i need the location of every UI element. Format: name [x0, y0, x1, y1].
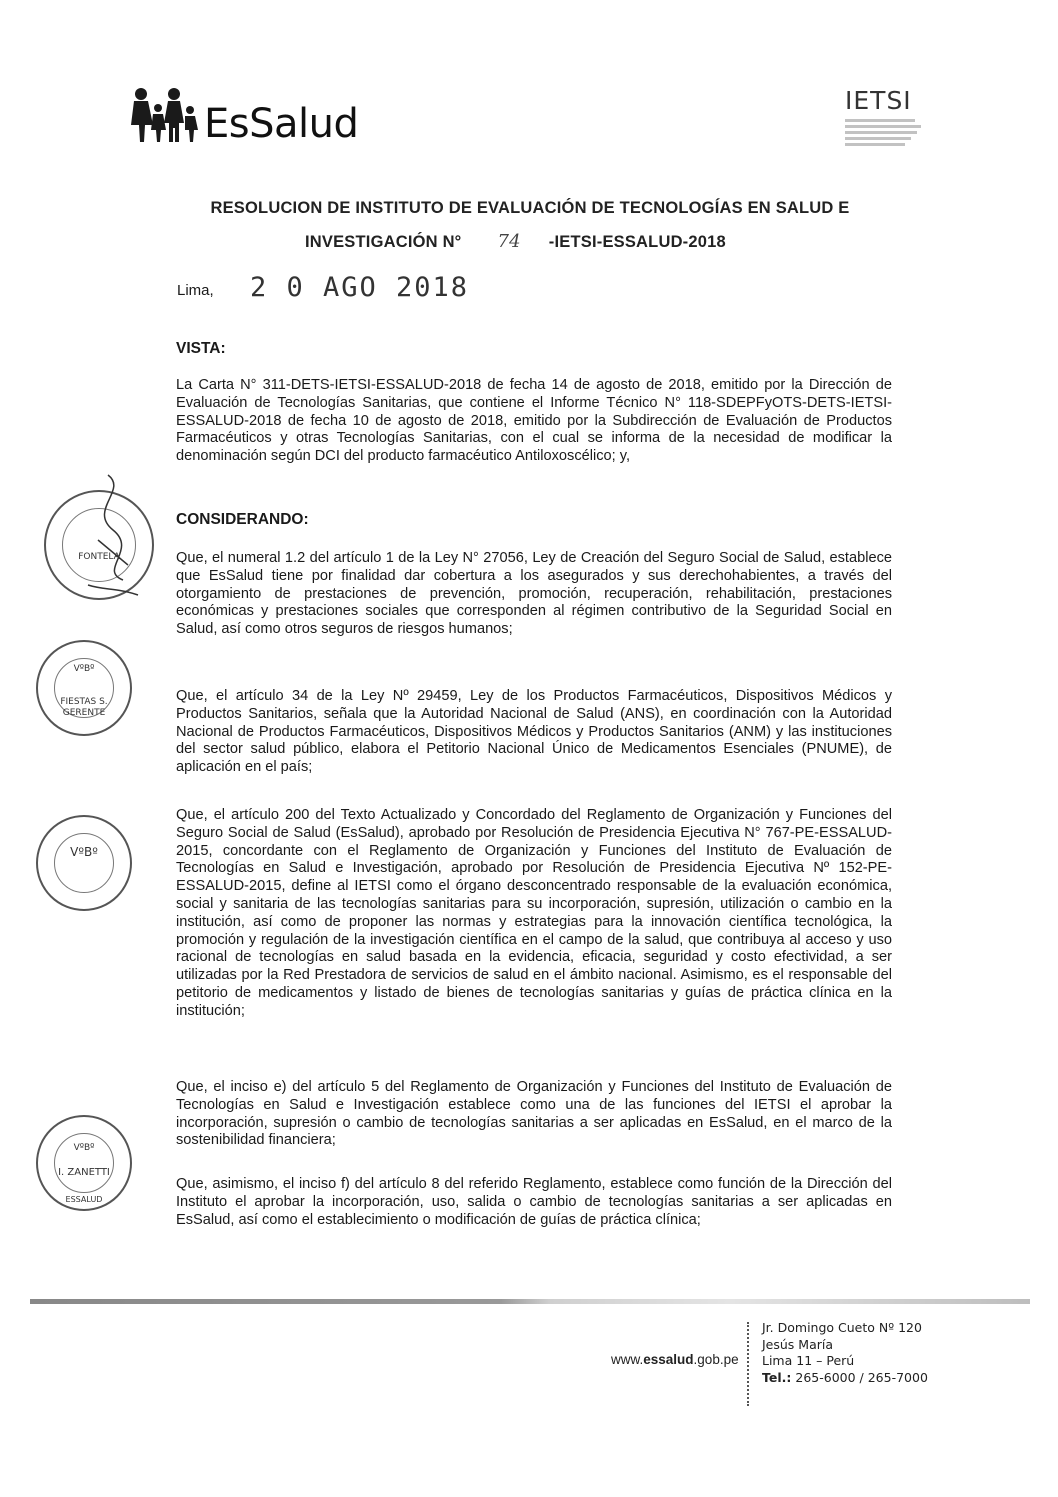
seal-4-org: ESSALUD: [65, 1195, 103, 1204]
vista-paragraph: La Carta N° 311-DETS-IETSI-ESSALUD-2018 de fecha 14 de agosto de 2018, emitido por la Dirección de Evaluación de Tecnologías Sanitarias, que contiene el Informe Técnico N° 118-SDEPFyOTS-DETS-IETSI-ESSALUD-2018 de fecha 10 de agosto de 2018, emitido por la Subdirección de Evaluación de Productos Farmacéuticos y otras Tecnologías Sanitarias, con el cual se informa de la necesidad de modificar la denominación según DCI del producto farmacéutico Antiloxoscélico; y,: [176, 377, 892, 465]
official-seal-3: [36, 815, 132, 911]
date-place: Lima,: [177, 282, 214, 299]
resolution-number: 74: [497, 231, 521, 252]
address-line-2: Jesús María: [762, 1336, 834, 1352]
considerando-paragraph-2: Que, el artículo 34 de la Ley Nº 29459, Ley de los Productos Farmacéuticos, Dispositivos Médicos y Productos Sanitarios, señala que la Autoridad Nacional de Salud (ANS), en coordinación con la Autoridad Nacional de Productos Farmacéuticos, Dispositivos Médicos y Productos Sanitarios (ANM) y las instituciones del sector salud público, elabora el Petitorio Nacional Único de Medicamentos Esenciales (PNUME), de aplicación en el país;: [176, 688, 892, 776]
considerando-heading: CONSIDERANDO:: [176, 511, 309, 528]
ietsi-subtitle-lines: [845, 119, 925, 146]
phone-line: Tel.: 265-6000 / 265-7000: [762, 1369, 928, 1385]
seal-1-name: FONTELA: [78, 552, 120, 562]
resolution-title-line2: [305, 231, 775, 252]
seal-4-vobo: VºBº: [73, 1143, 95, 1153]
brand-name: EsSalud: [204, 101, 359, 147]
resolution-title-line1: RESOLUCION DE INSTITUTO DE EVALUACIÓN DE TECNOLOGÍAS EN SALUD E: [210, 199, 850, 217]
website-link[interactable]: www.essalud.gob.pe: [611, 1352, 739, 1367]
title-prefix: INVESTIGACIÓN N°: [305, 233, 462, 251]
considerando-paragraph-4: Que, el inciso e) del artículo 5 del Reglamento de Organización y Funciones del Instituto de Evaluación de Tecnologías en Salud e Investigación establece como una de las funciones del IETSI el aprobar la incorporación, supresión o cambio de tecnologías sanitarias a ser aplicadas en EsSalud, en el marco de la sostenibilidad financiera;: [176, 1079, 892, 1149]
vista-heading: VISTA:: [176, 340, 226, 357]
official-seal-2: [36, 640, 132, 736]
seal-3-vobo: VºBº: [70, 845, 98, 859]
address-line-1: Jr. Domingo Cueto Nº 120: [762, 1320, 922, 1335]
family-figures-icon: [128, 86, 200, 144]
official-seal-4: [36, 1115, 132, 1211]
seal-2-role: GERENTE: [62, 708, 106, 718]
considerando-paragraph-3: Que, el artículo 200 del Texto Actualizado y Concordado del Reglamento de Organización y Funciones del Seguro Social de Salud (EsSalud), aprobado por Resolución de Presidencia Ejecutiva N° 767-PE-ESSALUD-2015, concordante con el Reglamento de Organización y Funciones del Instituto de Evaluación de Tecnologías en Salud e Investigación, aprobado por Resolución de Presidencia Ejecutiva Nº 152-PE-ESSALUD-2015, define al IETSI como el órgano desconcentrado responsable de la evaluación económica, social y sanitaria de las tecnologías sanitarias para su incorporación, supresión, utilización o cambio en la institución, así como de proponer las normas y estrategias para la innovación científica tecnológica, la promoción y regulación de la investigación científica en el campo de la salud, que contribuya al acceso y uso racional de tecnologías en salud basada en la evidencia, eficacia, seguridad y costo efectividad, a ser utilizadas por la Red Prestadora de servicios de salud en el ámbito nacional. Asimismo, es el responsable del petitorio de medicamentos y listado de bienes de tecnologías sanitarias y guías de práctica clínica en la institución;: [176, 807, 892, 1019]
considerando-paragraph-1: Que, el numeral 1.2 del artículo 1 de la Ley N° 27056, Ley de Creación del Seguro Social de Salud, establece que EsSalud tiene por finalidad dar cobertura a los asegurados y sus derechohabientes, a través del otorgamiento de prestaciones de prevención, promoción, recuperación, rehabilitación, prestaciones económicas y prestaciones sociales que corresponden al régimen contributivo de la Seguridad Social en Salud, así como otros seguros de riesgos humanos;: [176, 550, 892, 638]
date-stamp: 2 0 AGO 2018: [250, 272, 470, 303]
considerando-paragraph-5: Que, asimismo, el inciso f) del artículo 8 del referido Reglamento, establece como función de la Dirección del Instituto el aprobar la incorporación, uso, salida o cambio de tecnologías sanitarias a ser aplicadas en EsSalud, así como el establecimiento o modificación de guías de práctica clínica;: [176, 1176, 892, 1228]
handwritten-signature: [68, 470, 148, 610]
footer-separator: [747, 1322, 749, 1406]
ietsi-logo: [845, 88, 925, 149]
footer-divider: [30, 1299, 1030, 1304]
title-suffix: -IETSI-ESSALUD-2018: [548, 233, 726, 251]
address-line-3: Lima 11 – Perú: [762, 1353, 855, 1368]
essalud-logo: [128, 86, 359, 147]
seal-4-name: I. ZANETTI: [58, 1167, 110, 1178]
seal-2-vobo: VºBº: [73, 664, 95, 674]
footer-address: [762, 1320, 928, 1386]
ietsi-abbr: IETSI: [845, 86, 912, 115]
seal-2-name: FIESTAS S.: [60, 697, 108, 707]
